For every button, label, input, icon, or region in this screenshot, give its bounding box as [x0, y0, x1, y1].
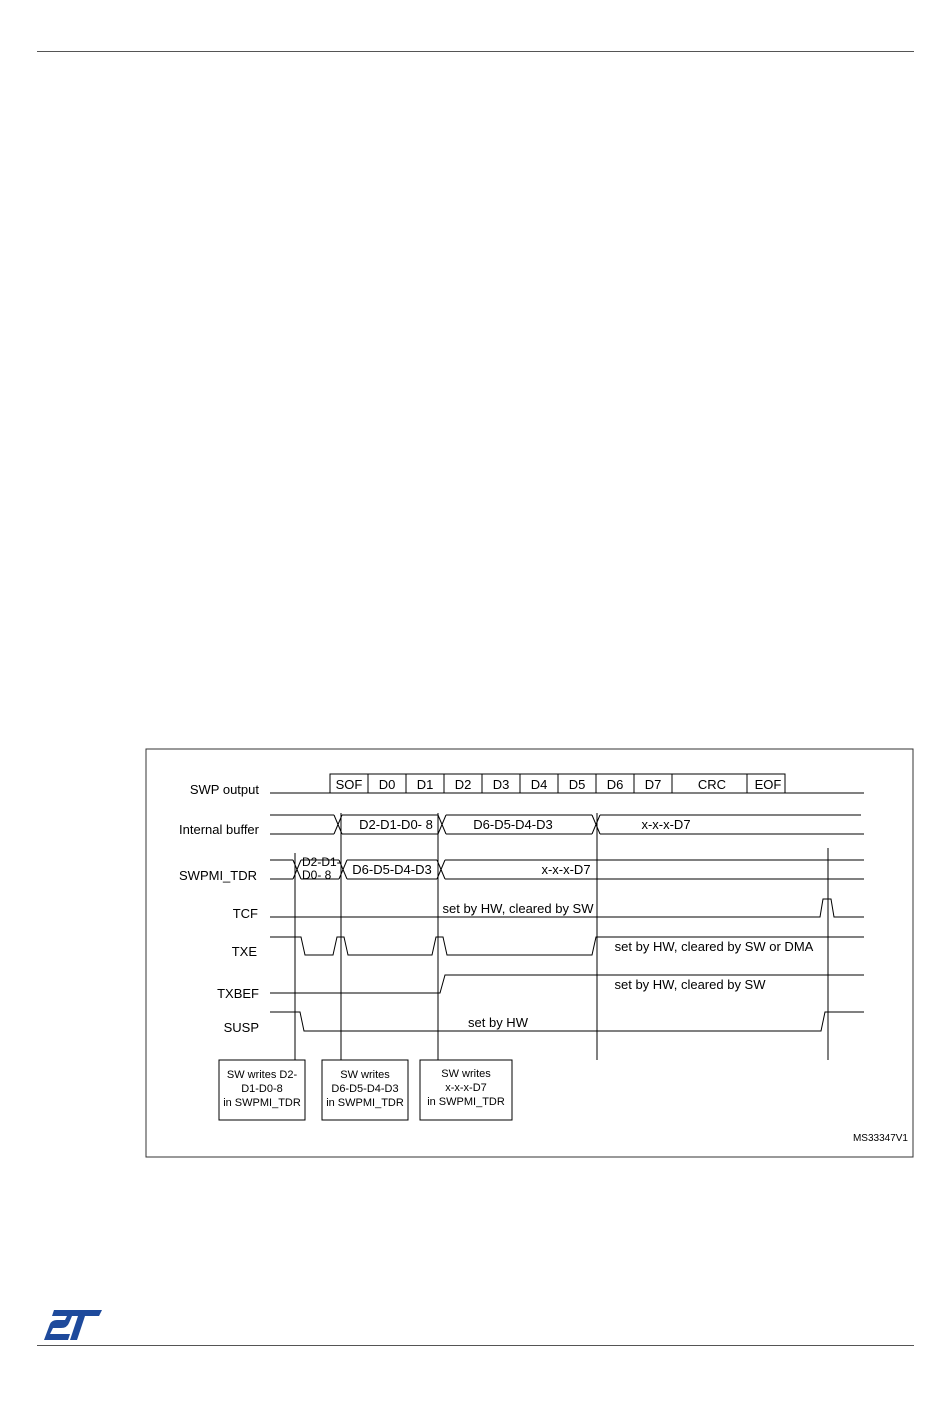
txbef-annotation: set by HW, cleared by SW — [614, 977, 766, 992]
sw-box-3-line2: x-x-x-D7 — [445, 1082, 487, 1094]
label-swp-output: SWP output — [189, 782, 259, 797]
field-d1: D1 — [416, 777, 434, 792]
tdr-value-2: D6-D5-D4-D3 — [352, 862, 432, 877]
st-logo — [44, 1310, 102, 1340]
sw-box-2-line2: D6-D5-D4-D3 — [331, 1083, 399, 1095]
field-d2: D2 — [454, 777, 472, 792]
sw-box-1-line2: D1-D0-8 — [241, 1083, 283, 1095]
field-crc: CRC — [697, 777, 727, 792]
figure-id: MS33347V1 — [852, 1133, 908, 1144]
sw-box-2-line1: SW writes — [340, 1069, 390, 1081]
sw-box-3-line3: in SWPMI_TDR — [427, 1096, 505, 1108]
susp-trace — [270, 1012, 864, 1031]
sw-box-1-line1: SW writes D2- — [226, 1069, 298, 1081]
tdr-value-1a: D2-D1- — [302, 855, 341, 869]
susp-annotation: set by HW — [468, 1015, 528, 1030]
label-susp: SUSP — [223, 1020, 259, 1035]
label-txbef: TXBEF — [217, 986, 259, 1001]
label-txe: TXE — [231, 944, 257, 959]
txe-annotation: set by HW, cleared by SW or DMA — [614, 939, 814, 954]
tcf-annotation: set by HW, cleared by SW — [442, 901, 594, 916]
field-d3: D3 — [492, 777, 510, 792]
label-tcf: TCF — [232, 906, 258, 921]
field-d0: D0 — [378, 777, 396, 792]
sw-box-3-line1: SW writes — [441, 1068, 491, 1080]
sw-box-2-line3: in SWPMI_TDR — [326, 1097, 404, 1109]
tdr-value-1b: D0- 8 — [302, 868, 332, 882]
buffer-value-1: D2-D1-D0- 8 — [359, 817, 433, 832]
field-d4: D4 — [530, 777, 548, 792]
label-swpmi-tdr: SWPMI_TDR — [179, 868, 257, 883]
field-d7: D7 — [644, 777, 662, 792]
field-d6: D6 — [606, 777, 624, 792]
field-d5: D5 — [568, 777, 586, 792]
sw-box-1-line3: in SWPMI_TDR — [223, 1097, 301, 1109]
label-internal-buffer: Internal buffer — [179, 822, 259, 837]
buffer-value-3: x-x-x-D7 — [641, 817, 691, 832]
field-sof: SOF — [335, 777, 363, 792]
txbef-trace — [270, 975, 864, 993]
tdr-value-3: x-x-x-D7 — [541, 862, 591, 877]
buffer-value-2: D6-D5-D4-D3 — [473, 817, 553, 832]
field-eof: EOF — [754, 777, 782, 792]
